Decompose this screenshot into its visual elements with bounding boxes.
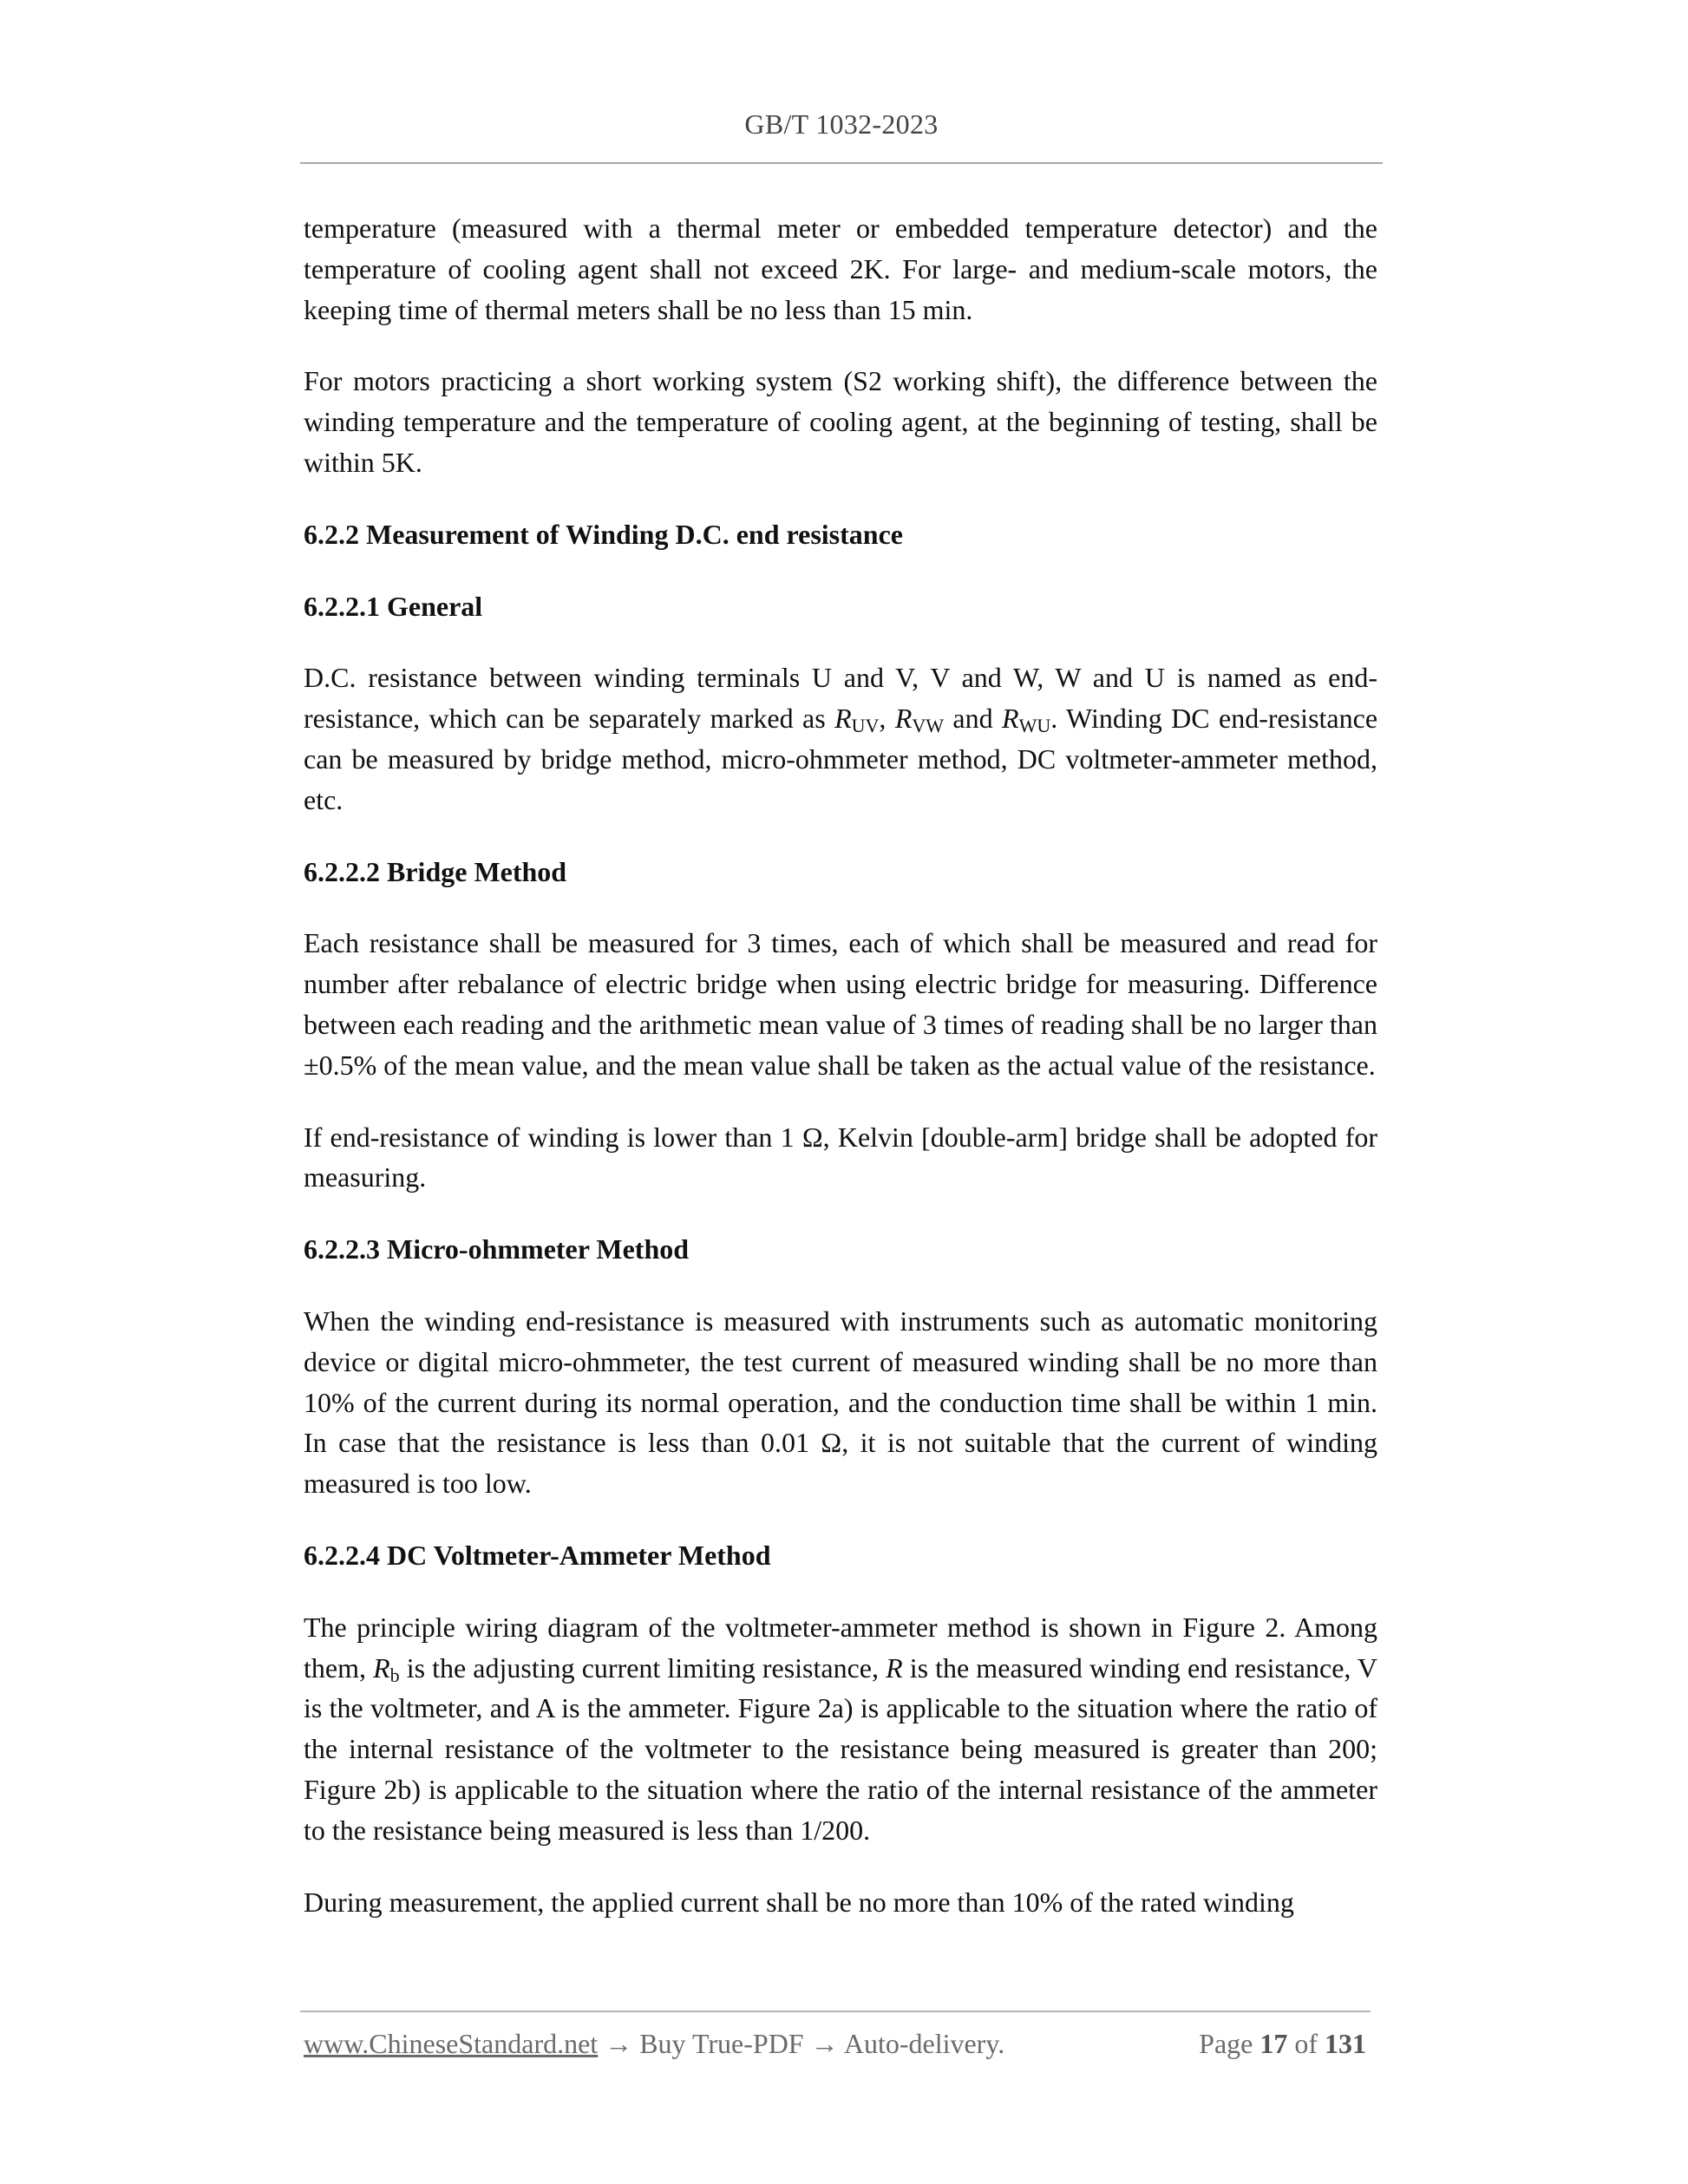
va-text-2: is the adjusting current limiting resistance, xyxy=(399,1651,887,1684)
heading-6-2-2-2: 6.2.2.2 Bridge Method xyxy=(304,855,567,887)
page-header-title: GB/T 1032-2023 xyxy=(744,108,939,140)
current-page: 17 xyxy=(1259,2028,1288,2059)
general-text-1: D.C. resistance between winding terminals U and V, V and W, W and U is named as end-resistance, which can be separately marked as xyxy=(304,662,1377,735)
total-pages: 131 xyxy=(1325,2028,1366,2059)
footer-divider xyxy=(300,2011,1371,2012)
paragraph-micro-ohmmeter: When the winding end-resistance is measured with instruments such as automatic monitoring device or digital micro-ohmmeter, the test current of measured winding shall be no more than 10% of the current during its normal operation, and the conduction time shall be within 1 min. In case that the resistance is less than 0.01 Ω, it is not suitable that the current of winding measured is too low. xyxy=(304,1305,1377,1500)
paragraph-bridge-method: Each resistance shall be measured for 3 times, each of which shall be measured and read for number after rebalance of electric bridge when using electric bridge for measuring. Difference between each reading and the arithmetic mean value of 3 times of reading shall be no larger than ±0.5% of the mean value, and the mean value shall be taken as the actual value of the resistance. xyxy=(304,927,1377,1081)
paragraph-kelvin-bridge: If end-resistance of winding is lower than 1 Ω, Kelvin [double-arm] bridge shall be adopted for measuring. xyxy=(304,1121,1377,1193)
header-divider xyxy=(300,162,1383,164)
symbol-r-wu: R xyxy=(1002,703,1019,735)
paragraph-general xyxy=(304,657,1377,820)
paragraph-short-working-system: For motors practicing a short working system (S2 working shift), the difference between the winding temperature and the temperature of cooling agent, at the beginning of testing, shall be within 5K. xyxy=(304,365,1377,478)
footer-promo xyxy=(304,2028,1004,2060)
heading-6-2-2-1: 6.2.2.1 General xyxy=(304,590,483,622)
document-body xyxy=(304,208,1377,1953)
separator-2: and xyxy=(944,703,1003,735)
subscript-uv: UV xyxy=(851,715,880,737)
symbol-r: R xyxy=(886,1651,903,1684)
paragraph-voltmeter-ammeter xyxy=(304,1607,1377,1851)
subscript-wu: WU xyxy=(1018,715,1051,737)
heading-6-2-2: 6.2.2 Measurement of Winding D.C. end resistance xyxy=(304,518,903,550)
paragraph-continued: temperature (measured with a thermal meter or embedded temperature detector) and the temperature of cooling agent shall not exceed 2K. For large- and medium-scale motors, the keeping time of thermal meters shall be no less than 15 min. xyxy=(304,213,1377,325)
page-number xyxy=(1199,2028,1366,2060)
va-text-1: The principle wiring diagram of the voltmeter-ammeter method is shown in Figure 2. Among them, xyxy=(304,1611,1377,1684)
symbol-rb: R xyxy=(373,1651,390,1684)
subscript-b: b xyxy=(389,1664,400,1686)
separator-1: , xyxy=(879,703,895,735)
symbol-r-uv: R xyxy=(834,703,852,735)
footer-promo-text: → Buy True-PDF → Auto-delivery. xyxy=(598,2028,1005,2059)
general-text-2: . Winding DC end-resistance can be measured by bridge method, micro-ohmmeter method, DC voltmeter-ammeter method, etc. xyxy=(304,703,1378,815)
subscript-vw: VW xyxy=(912,715,945,737)
paragraph-during-measurement: During measurement, the applied current shall be no more than 10% of the rated winding xyxy=(304,1886,1294,1918)
page-label: Page xyxy=(1199,2028,1253,2059)
page-footer xyxy=(304,2028,1366,2068)
chinesestandard-link[interactable]: www.ChineseStandard.net xyxy=(304,2028,599,2059)
of-label: of xyxy=(1294,2028,1318,2059)
symbol-r-vw: R xyxy=(894,703,913,735)
va-text-3: is the measured winding end resistance, V is the voltmeter, and A is the ammeter. Figure 2a) is applicable to the situation where the ratio of the internal resistance of the voltmeter to the resistance being measured is greater than 200; Figure 2b) is applicable to the situation where the ratio of the internal resistance of the ammeter to the resistance being measured is less than 1/200. xyxy=(304,1651,1378,1846)
heading-6-2-2-4: 6.2.2.4 DC Voltmeter-Ammeter Method xyxy=(304,1539,771,1571)
heading-6-2-2-3: 6.2.2.3 Micro-ohmmeter Method xyxy=(304,1233,690,1265)
